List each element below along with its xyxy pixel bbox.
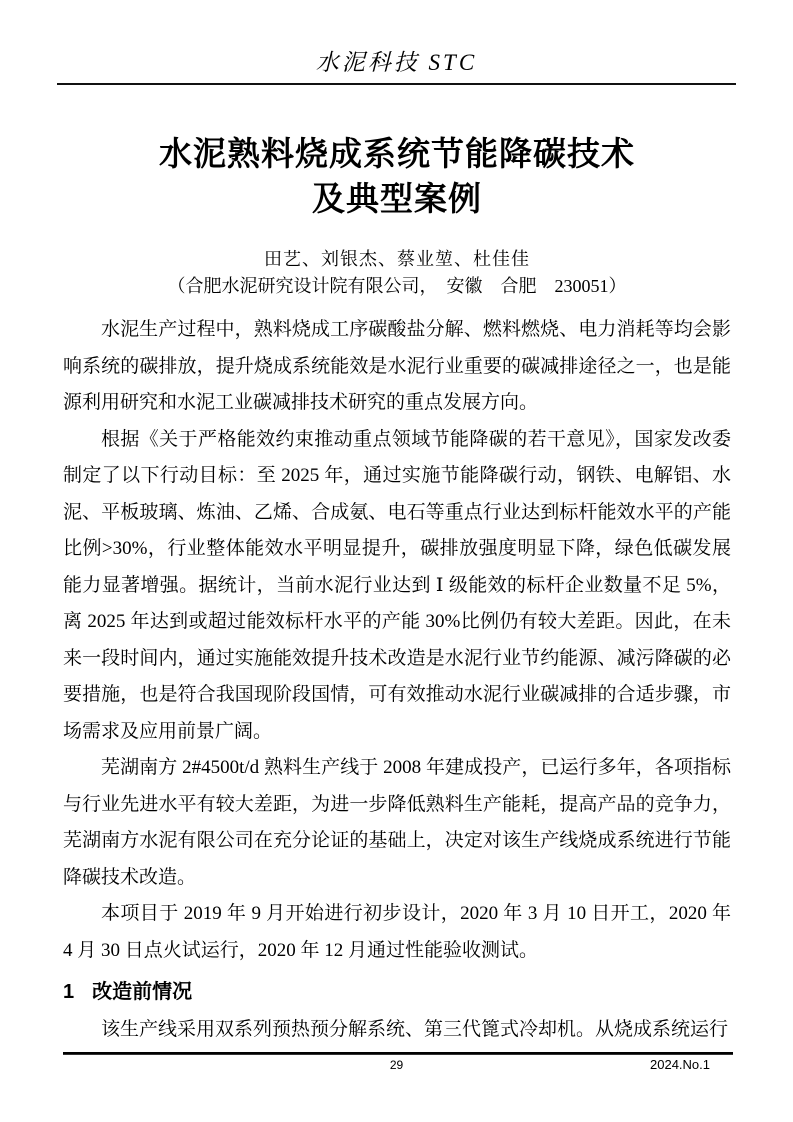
article-title <box>63 131 731 221</box>
authors-line: 田艺、刘银杰、蔡业堃、杜佳佳 <box>264 249 530 269</box>
body-paragraph-3: 芜湖南方 2#4500t/d 熟料生产线于 2008 年建成投产，已运行多年，各项指标与行业先进水平有较大差距，为进一步降低熟料生产能耗，提高产品的竞争力，芜湖南方水泥有限公司在充分论证的基础上，决定对该生产线烧成系统进行节能降碳技术改造。 <box>63 757 731 888</box>
body-paragraph-4: 本项目于 2019 年 9 月开始进行初步设计，2020 年 3 月 10 日开工，2020 年 4 月 30 日点火试运行，2020 年 12 月通过性能验收测试。 <box>63 903 731 961</box>
issue-number: 2024.No.1 <box>650 1057 710 1072</box>
journal-header-title: 水泥科技 STC <box>315 50 478 75</box>
section-1-paragraph-1: 该生产线采用双系列预热预分解系统、第三代篦式冷却机。从烧成系统运行 <box>101 1019 729 1040</box>
article-title-line1: 水泥熟料烧成系统节能降碳技术 <box>159 135 635 172</box>
section-title: 改造前情况 <box>92 981 193 1003</box>
page-number: 29 <box>389 1058 404 1072</box>
footer-divider <box>63 1052 733 1055</box>
article-title-line2: 及典型案例 <box>312 180 482 217</box>
body-paragraph-1: 水泥生产过程中，熟料烧成工序碳酸盐分解、燃料燃烧、电力消耗等均会影响系统的碳排放，提升烧成系统能效是水泥行业重要的碳减排途径之一，也是能源利用研究和水泥工业碳减排技术研究的重点发展方向。 <box>63 319 731 413</box>
header-divider <box>57 83 736 85</box>
article-content <box>63 131 731 1049</box>
affiliation-line: （合肥水泥研究设计院有限公司， 安徽 合肥 230051） <box>167 276 627 296</box>
body-paragraph-2: 根据《关于严格能效约束推动重点领域节能降碳的若干意见》，国家发改委制定了以下行动目标：至 2025 年，通过实施节能降碳行动，钢铁、电解铝、水泥、平板玻璃、炼油、乙烯、合成氨、电石等重点行业达到标杆能效水平的产能比例>30%，行业整体能效水平明显提升，碳排放强度明显下降，绿色低碳发展能力显著增强。据统计，当前水泥行业达到 Ⅰ 级能效的标杆企业数量不足 5%，离 2025 年达到或超过能效标杆水平的产能 30%比例仍有较大差距。因此，在未来一段时间内，通过实施能效提升技术改造是水泥行业节约能源、减污降碳的必要措施，也是符合我国现阶段国情，可有效推动水泥行业碳减排的合适步骤，市场需求及应用前景广阔。 <box>63 428 731 742</box>
section-number: 1 <box>63 981 75 1003</box>
section-heading <box>63 972 731 1012</box>
article-body <box>63 312 731 1049</box>
